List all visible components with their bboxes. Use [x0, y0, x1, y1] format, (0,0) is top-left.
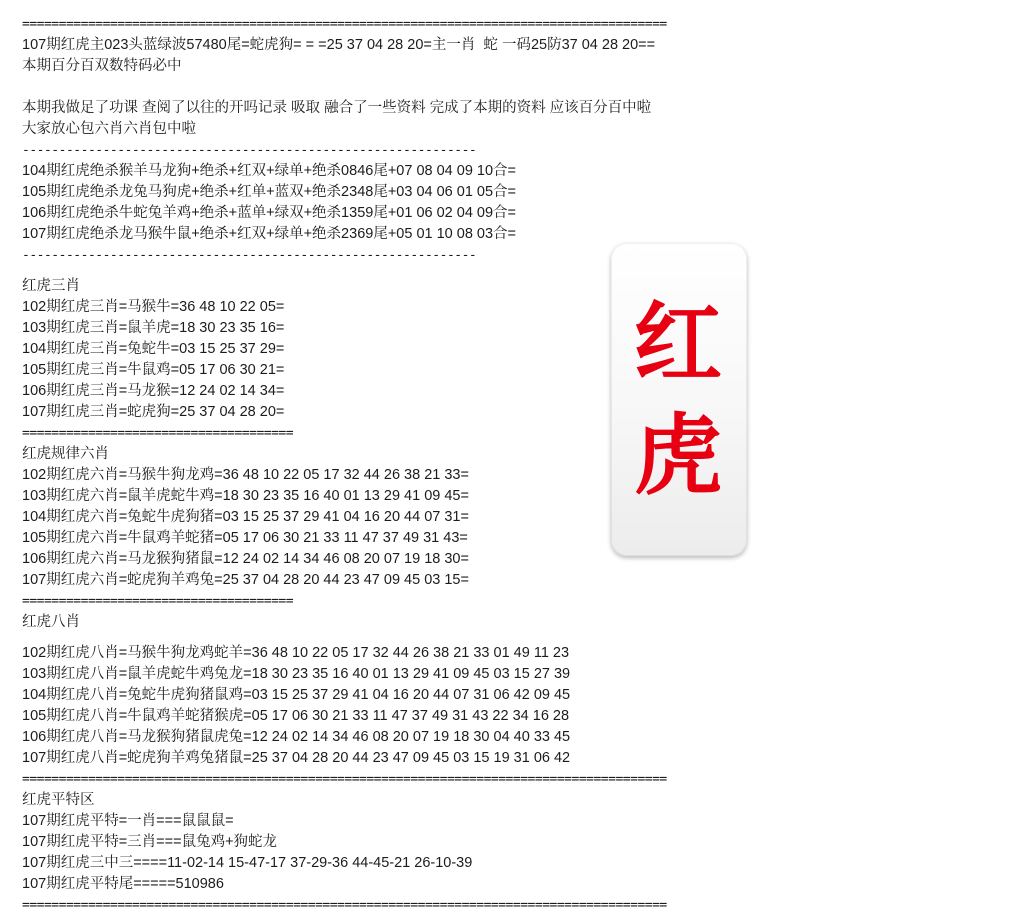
text-line: 104期红虎绝杀猴羊马龙狗+绝杀+红双+绿单+绝杀0846尾+07 08 04 09 10合= — [22, 163, 517, 179]
text-line: 106期红虎绝杀牛蛇兔羊鸡+绝杀+蓝单+绿双+绝杀1359尾+01 06 02 04 09合= — [22, 205, 517, 221]
hongshu-logo-card — [611, 243, 747, 556]
text-line: 107期红虎平特=三肖===鼠兔鸡+狗蛇龙 — [22, 834, 278, 850]
divider-line: -------------------------------------------------------------- — [22, 248, 477, 263]
text-line: 本期我做足了功课 查阅了以往的开吗记录 吸取 融合了一些资料 完成了本期的资料 应该百分百中啦 — [22, 100, 652, 116]
text-line: 106期红虎六肖=马龙猴狗猪鼠=12 24 02 14 34 46 08 20 07 19 18 30= — [22, 551, 469, 567]
text-line: 105期红虎三肖=牛鼠鸡=05 17 06 30 21= — [22, 362, 285, 378]
text-line: 102期红虎八肖=马猴牛狗龙鸡蛇羊=36 48 10 22 05 17 32 44 26 38 21 33 01 49 11 23 — [22, 645, 570, 661]
section-heading: 红虎三肖 — [22, 278, 80, 294]
spacer — [22, 77, 1002, 98]
document-text-body — [22, 14, 1002, 916]
text-line: 本期百分百双数特码必中 — [22, 58, 182, 74]
spacer — [22, 633, 1002, 643]
text-line: 104期红虎八肖=兔蛇牛虎狗猪鼠鸡=03 15 25 37 29 41 04 16 20 44 07 31 06 42 09 45 — [22, 687, 571, 703]
text-line: 102期红虎三肖=马猴牛=36 48 10 22 05= — [22, 299, 285, 315]
logo-char-hong: 红 — [633, 292, 724, 396]
divider-line: ======================================================================================== — [22, 898, 667, 913]
spacer — [22, 266, 1002, 276]
text-line: 106期红虎三肖=马龙猴=12 24 02 14 34= — [22, 383, 285, 399]
divider-line: ======================================================================================== — [22, 772, 667, 787]
text-line: 107期红虎主023头蓝绿波57480尾=蛇虎狗= = =25 37 04 28 20=主一肖 蛇 一码25防37 04 28 20== — [22, 37, 656, 53]
section-heading: 红虎平特区 — [22, 792, 95, 808]
text-line: 104期红虎三肖=兔蛇牛=03 15 25 37 29= — [22, 341, 285, 357]
text-line: 104期红虎六肖=兔蛇牛虎狗猪=03 15 25 37 29 41 04 16 20 44 07 31= — [22, 509, 469, 525]
text-line: 105期红虎八肖=牛鼠鸡羊蛇猪猴虎=05 17 06 30 21 33 11 47 37 49 31 43 22 34 16 28 — [22, 708, 570, 724]
divider-line: ===================================== — [22, 426, 294, 441]
section-heading: 红虎八肖 — [22, 614, 80, 630]
text-line: 107期红虎三中三====11-02-14 15-47-17 37-29-36 44-45-21 26-10-39 — [22, 855, 473, 871]
section-heading: 红虎规律六肖 — [22, 446, 109, 462]
text-line: 103期红虎六肖=鼠羊虎蛇牛鸡=18 30 23 35 16 40 01 13 29 41 09 45= — [22, 488, 469, 504]
text-line: 107期红虎绝杀龙马猴牛鼠+绝杀+红双+绿单+绝杀2369尾+05 01 10 08 03合= — [22, 226, 517, 242]
divider-line: ======================================================================================== — [22, 17, 667, 32]
text-line: 102期红虎六肖=马猴牛狗龙鸡=36 48 10 22 05 17 32 44 26 38 21 33= — [22, 467, 469, 483]
divider-line: ===================================== — [22, 594, 294, 609]
text-line: 107期红虎八肖=蛇虎狗羊鸡兔猪鼠=25 37 04 28 20 44 23 47 09 45 03 15 19 31 06 42 — [22, 750, 571, 766]
text-line: 105期红虎绝杀龙兔马狗虎+绝杀+红单+蓝双+绝杀2348尾+03 04 06 01 05合= — [22, 184, 517, 200]
text-line: 103期红虎三肖=鼠羊虎=18 30 23 35 16= — [22, 320, 285, 336]
divider-line: -------------------------------------------------------------- — [22, 143, 477, 158]
text-line: 107期红虎三肖=蛇虎狗=25 37 04 28 20= — [22, 404, 285, 420]
text-line: 106期红虎八肖=马龙猴狗猪鼠虎兔=12 24 02 14 34 46 08 20 07 19 18 30 04 40 33 45 — [22, 729, 571, 745]
text-line: 107期红虎六肖=蛇虎狗羊鸡兔=25 37 04 28 20 44 23 47 09 45 03 15= — [22, 572, 469, 588]
text-line: 107期红虎平特=一肖===鼠鼠鼠= — [22, 813, 234, 829]
logo-char-hu: 虎 — [633, 403, 724, 507]
text-line: 107期红虎平特尾=====510986 — [22, 876, 224, 892]
text-line: 大家放心包六肖六肖包中啦 — [22, 121, 196, 137]
text-line: 105期红虎六肖=牛鼠鸡羊蛇猪=05 17 06 30 21 33 11 47 37 49 31 43= — [22, 530, 468, 546]
text-line: 103期红虎八肖=鼠羊虎蛇牛鸡兔龙=18 30 23 35 16 40 01 13 29 41 09 45 03 15 27 39 — [22, 666, 571, 682]
